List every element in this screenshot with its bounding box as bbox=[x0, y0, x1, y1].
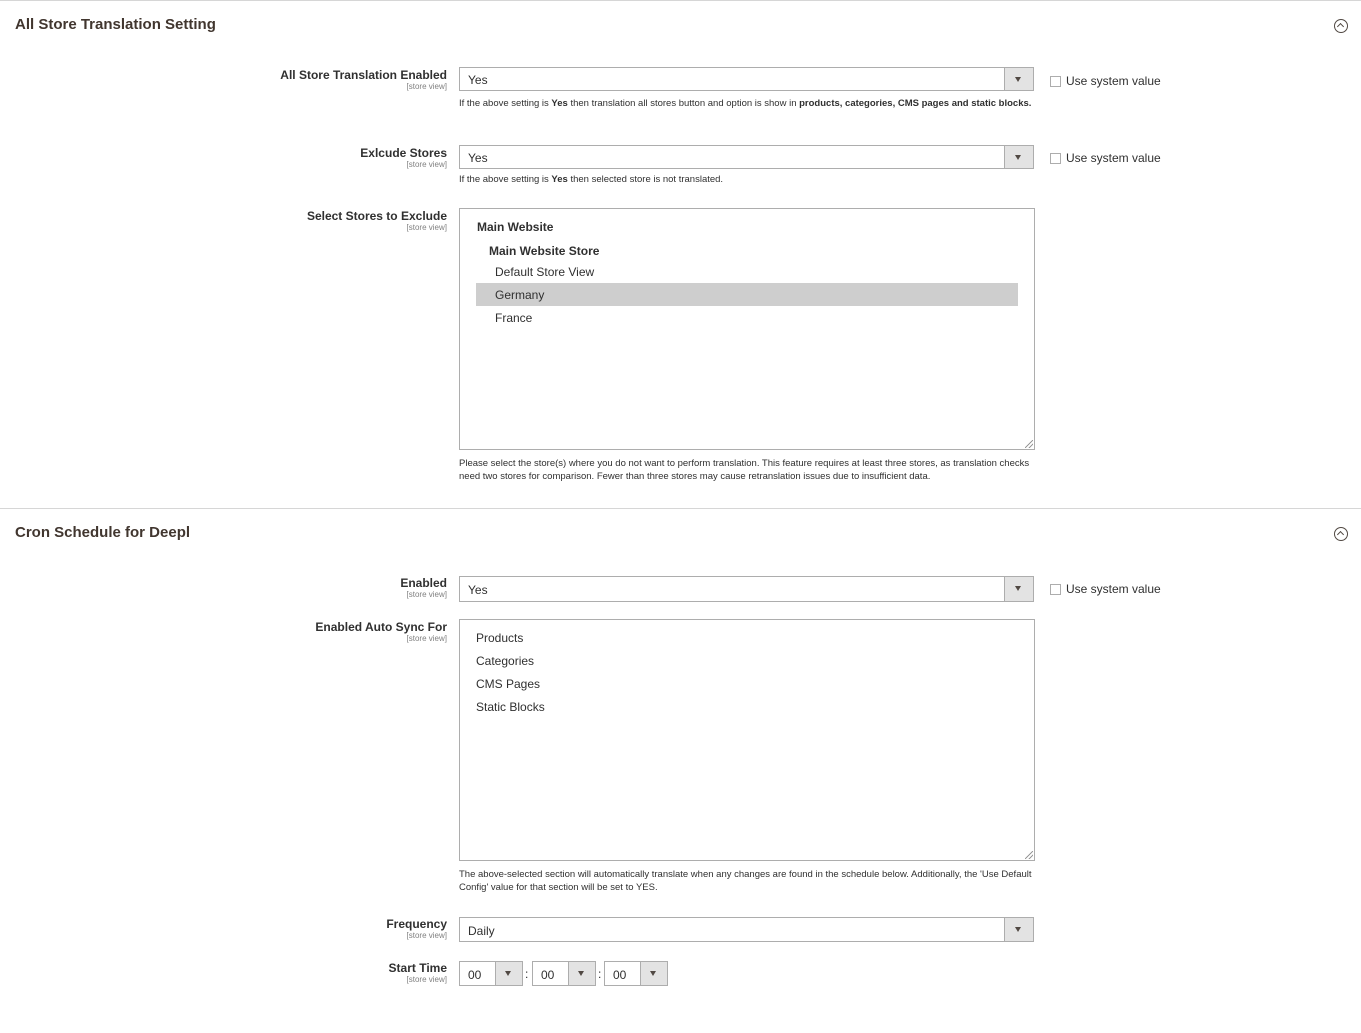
enabled-label-group bbox=[400, 577, 447, 599]
scope-label: [store view] bbox=[406, 634, 447, 643]
start-time-second-select[interactable] bbox=[604, 961, 668, 986]
select-stores-note: Please select the store(s) where you do not want to perform translation. This feature requires at least three stores, as translation checks need two stores for comparison. Fewer than three stores may cause retranslation issues due to insufficient data. bbox=[459, 458, 1030, 482]
field-label: Frequency bbox=[386, 917, 447, 931]
note-bold: products, categories, CMS pages and static blocks. bbox=[799, 98, 1032, 109]
scope-label: [store view] bbox=[406, 975, 447, 984]
section-header-cron-schedule[interactable] bbox=[0, 509, 1361, 557]
scope-label: [store view] bbox=[406, 931, 447, 940]
collapse-icon[interactable] bbox=[1334, 527, 1348, 541]
optgroup-store: Main Website Store bbox=[489, 244, 600, 258]
chevron-down-icon[interactable] bbox=[495, 962, 522, 985]
field-label: Select Stores to Exclude bbox=[306, 209, 447, 223]
select-value: Yes bbox=[468, 151, 488, 165]
select-value: Yes bbox=[468, 583, 488, 597]
note-text: then selected store is not translated. bbox=[567, 174, 724, 185]
select-stores-multiselect[interactable] bbox=[459, 208, 1035, 450]
sync-option[interactable]: Products bbox=[476, 631, 524, 645]
checkbox-label: Use system value bbox=[1066, 151, 1161, 165]
checkbox-label: Use system value bbox=[1066, 582, 1161, 596]
section-title: Cron Schedule for Deepl bbox=[15, 524, 191, 541]
note-bold: Yes bbox=[551, 174, 568, 185]
checkbox-icon[interactable] bbox=[1050, 153, 1061, 164]
field-label: Exlcude Stores bbox=[360, 146, 447, 160]
note-text: If the above setting is bbox=[459, 174, 552, 185]
chevron-down-icon[interactable] bbox=[1004, 918, 1033, 941]
frequency-label-group bbox=[386, 918, 447, 940]
note-text: If the above setting is bbox=[459, 98, 552, 109]
resize-handle-icon[interactable] bbox=[1025, 440, 1033, 448]
exclude-stores-note bbox=[459, 173, 1039, 186]
scope-label: [store view] bbox=[406, 223, 447, 232]
store-option[interactable]: France bbox=[495, 311, 533, 325]
checkbox-icon[interactable] bbox=[1050, 584, 1061, 595]
store-option-selected[interactable] bbox=[476, 283, 1018, 306]
exclude-stores-label-group bbox=[360, 147, 447, 169]
scope-label: [store view] bbox=[406, 590, 447, 599]
select-value: 00 bbox=[468, 968, 482, 982]
select-value: 00 bbox=[613, 968, 627, 982]
checkbox-icon[interactable] bbox=[1050, 76, 1061, 87]
auto-sync-label-group bbox=[315, 621, 447, 643]
field-label: Start Time bbox=[388, 961, 447, 975]
use-system-value-checkbox[interactable] bbox=[1050, 582, 1161, 596]
field-label: Enabled bbox=[400, 576, 447, 590]
resize-handle-icon[interactable] bbox=[1025, 851, 1033, 859]
all-store-enabled-note bbox=[459, 97, 1039, 110]
enabled-select[interactable] bbox=[459, 576, 1034, 602]
all-store-enabled-select[interactable] bbox=[459, 67, 1034, 91]
auto-sync-multiselect[interactable] bbox=[459, 619, 1035, 861]
exclude-stores-select[interactable] bbox=[459, 145, 1034, 169]
field-label: All Store Translation Enabled bbox=[280, 68, 447, 82]
time-separator: : bbox=[525, 967, 529, 981]
scope-label: [store view] bbox=[406, 160, 447, 169]
sync-option[interactable]: Categories bbox=[476, 654, 535, 668]
select-value: Yes bbox=[468, 73, 488, 87]
optgroup-website: Main Website bbox=[477, 220, 554, 234]
use-system-value-checkbox[interactable] bbox=[1050, 151, 1161, 165]
auto-sync-note: The above-selected section will automatically translate when any changes are found in the schedule below. Additionally, the 'Use Default Config' value for that section will be set to YES. bbox=[459, 869, 1032, 893]
checkbox-label: Use system value bbox=[1066, 74, 1161, 88]
chevron-down-icon[interactable] bbox=[568, 962, 595, 985]
sync-option[interactable]: Static Blocks bbox=[476, 700, 545, 714]
scope-label: [store view] bbox=[406, 82, 447, 91]
chevron-down-icon[interactable] bbox=[1004, 68, 1033, 90]
section-header-all-store-translation[interactable] bbox=[0, 1, 1361, 49]
collapse-icon[interactable] bbox=[1334, 19, 1348, 33]
select-stores-label-group bbox=[307, 210, 447, 232]
select-value: Daily bbox=[468, 924, 495, 938]
field-label: Enabled Auto Sync For bbox=[315, 620, 447, 634]
time-separator: : bbox=[598, 967, 602, 981]
chevron-down-icon[interactable] bbox=[1004, 577, 1033, 601]
use-system-value-checkbox[interactable] bbox=[1050, 74, 1161, 88]
note-text: then translation all stores button and option is show in bbox=[567, 98, 800, 109]
note-bold: Yes bbox=[551, 98, 568, 109]
chevron-down-icon[interactable] bbox=[1004, 146, 1033, 168]
frequency-select[interactable] bbox=[459, 917, 1034, 942]
all-store-enabled-label-group bbox=[280, 69, 447, 91]
store-option-label: Germany bbox=[495, 288, 545, 302]
store-option[interactable]: Default Store View bbox=[495, 265, 595, 279]
section-title: All Store Translation Setting bbox=[15, 16, 216, 33]
start-time-label-group bbox=[389, 962, 447, 984]
select-value: 00 bbox=[541, 968, 555, 982]
chevron-down-icon[interactable] bbox=[640, 962, 667, 985]
start-time-minute-select[interactable] bbox=[532, 961, 596, 986]
sync-option[interactable]: CMS Pages bbox=[476, 677, 541, 691]
start-time-hour-select[interactable] bbox=[459, 961, 523, 986]
